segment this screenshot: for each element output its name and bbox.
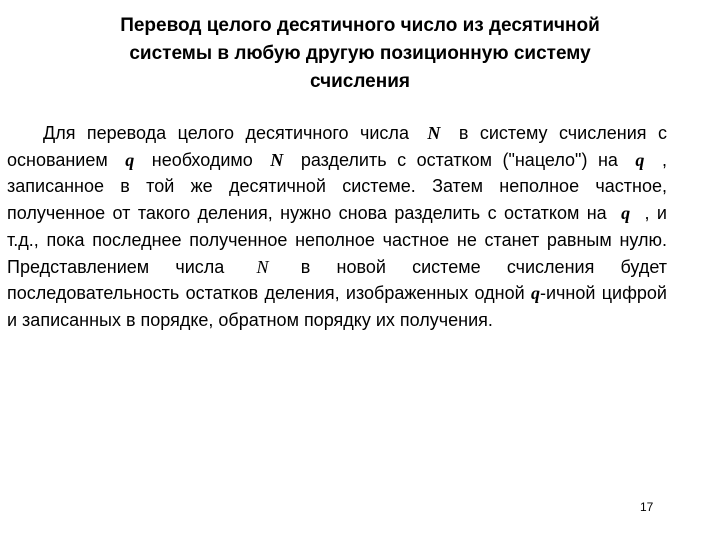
body-text-segment: разделить с остатком ("нацело") на xyxy=(300,149,618,170)
title-line-2: системы в любую другую позиционную систему xyxy=(129,43,591,64)
variable-n: N xyxy=(256,256,269,277)
body-text-segment: Для перевода целого десятичного числа xyxy=(43,123,409,143)
title-line-1: Перевод целого десятичного число из десятичной xyxy=(120,15,600,36)
body-text-segment: в систему счисления с основанием xyxy=(7,123,667,170)
variable-n: N xyxy=(427,123,441,143)
title-line-3: счисления xyxy=(310,71,410,92)
body-text-segment: в новой системе счисления будет последовательность остатков деления, изображенных одной xyxy=(7,256,667,304)
variable-q: q xyxy=(125,149,135,170)
body-paragraph xyxy=(7,120,667,334)
slide-title xyxy=(40,12,680,96)
page-number: 17 xyxy=(640,500,654,514)
variable-n: N xyxy=(270,149,284,170)
variable-q: q xyxy=(531,283,540,304)
body-text-segment: , и т.д., пока последнее полученное неполное частное не станет равным нулю. Представлением числа xyxy=(7,203,667,277)
body-text-segment: , записанное в той же десятичной системе. Затем неполное частное, полученное от такого деления, нужно снова разделить с остатком на xyxy=(7,149,667,224)
variable-q: q xyxy=(621,203,631,224)
body-text-segment: необходимо xyxy=(151,149,253,170)
body-text-segment: -ичной цифрой и записанных в порядке, обратном порядку их получения. xyxy=(7,283,667,330)
variable-q: q xyxy=(635,149,645,170)
